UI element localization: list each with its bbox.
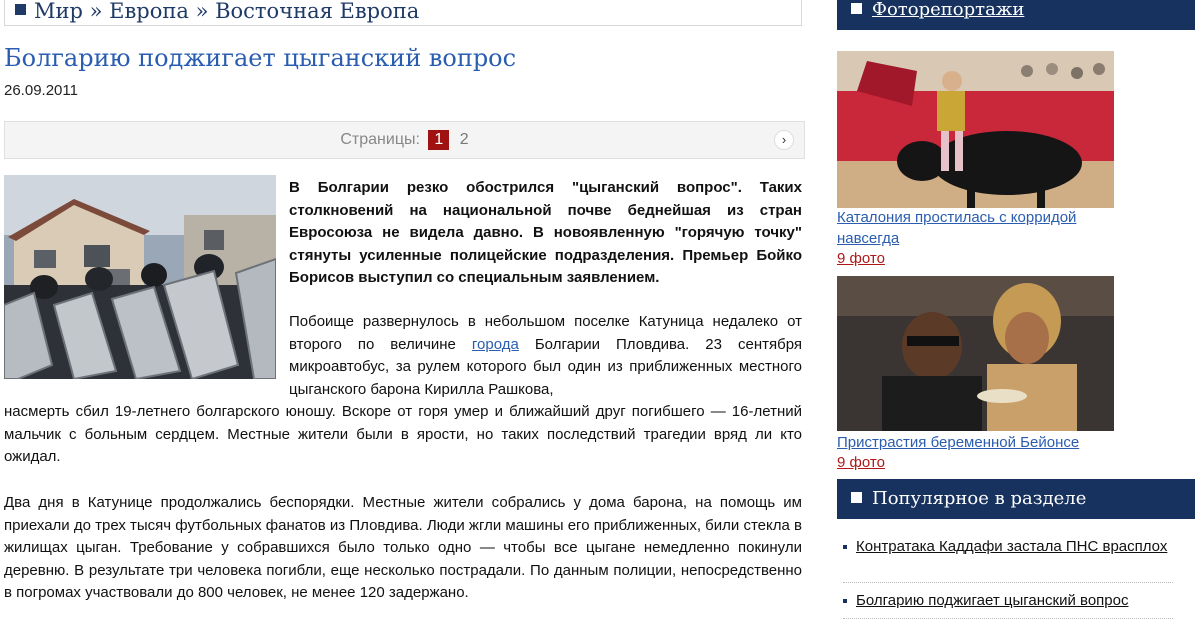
photo-report-link-1[interactable]: Каталония простилась с корридой навсегда (837, 209, 1077, 247)
pager-current-page[interactable]: 1 (428, 130, 449, 150)
divider (843, 582, 1173, 583)
chevron-right-icon[interactable]: › (774, 130, 794, 150)
article-paragraph-1-bottom: насмерть сбил 19-летнего болгарского юношу. Вскоре от горя умер и ближайший друг погибшего — 16-летний мальчик с больным сердцем. Местные жители были в ярости, но таких последствий трагедии вряд ли кто ожидал. (4, 403, 802, 465)
para1-mid-text: Болгарии Пловдива. 23 сентября микроавтобус, за рулем которого был один из приближенных местного цыганского барона Кирилла Рашкова, (289, 335, 802, 398)
pager-label: Страницы: (340, 131, 420, 148)
beyonce-graphic (837, 276, 1114, 431)
bullet-icon (843, 599, 847, 603)
popular-heading-text: Популярное в разделе (872, 488, 1087, 509)
pager-inner (5, 130, 804, 150)
bullet-icon (843, 545, 847, 549)
page-title: Болгарию поджигает цыганский вопрос (4, 44, 517, 72)
divider (843, 618, 1173, 619)
article-paragraph-1-top (289, 311, 802, 401)
photo-count-1[interactable]: 9 фото (837, 250, 885, 267)
popular-item (843, 590, 1183, 611)
photo-thumbnail-bullfight[interactable] (837, 51, 1114, 208)
photo-count-2[interactable]: 9 фото (837, 454, 885, 471)
pager-page-link[interactable]: 2 (459, 131, 469, 148)
article-lead: В Болгарии резко обострился "цыганский вопрос". Таких столкновений на национальной почве беднейшая из стран Евросоюза не видела давно. В новоявленную "горячую точку" стянуты усиленные полицейские подразделения. Премьер Бойко Борисов выступил со специальным заявлением. (289, 179, 802, 286)
popular-item (843, 536, 1183, 557)
square-bullet-icon (851, 492, 862, 503)
photo-report-link-2[interactable]: Пристрастия беременной Бейонсе (837, 434, 1080, 451)
breadcrumb (4, 0, 802, 26)
square-bullet-icon (15, 4, 26, 15)
breadcrumb-text[interactable]: Мир » Европа » Восточная Европа (34, 0, 420, 23)
popular-heading (837, 479, 1195, 519)
square-bullet-icon (851, 3, 862, 14)
photo-reports-heading[interactable] (837, 0, 1195, 30)
article-date: 26.09.2011 (4, 82, 78, 99)
article-photo-graphic (4, 175, 276, 379)
photo-reports-heading-text[interactable]: Фоторепортажи (872, 0, 1025, 20)
popular-item-link[interactable]: Контратака Каддафи застала ПНС врасплох (856, 538, 1168, 555)
bullfight-graphic (837, 51, 1114, 208)
para1-start-text: Побоище развернулось в небольшом поселке Катуница недалеко от второго по величине (289, 313, 802, 353)
popular-item-link[interactable]: Болгарию поджигает цыганский вопрос (856, 592, 1129, 609)
photo-thumbnail-beyonce[interactable] (837, 276, 1114, 431)
city-link[interactable]: города (471, 335, 519, 353)
article-paragraph-2: Два дня в Катунице продолжались беспорядки. Местные жители собрались у дома барона, на помощь им приехали до трех тысяч футбольных фанатов из Пловдива. Люди жгли машины его приближенных, били стекла в жилищах цыган. Требование у собравшихся было только одно — чтобы все цыгане немедленно покинули деревню. В результате три человека погибли, еще несколько пострадали. По данным полиции, непосредственно в погромах участвовали до 800 человек, не менее 120 задержано. (4, 494, 802, 601)
article-photo (4, 175, 276, 379)
page-pager (4, 121, 805, 159)
